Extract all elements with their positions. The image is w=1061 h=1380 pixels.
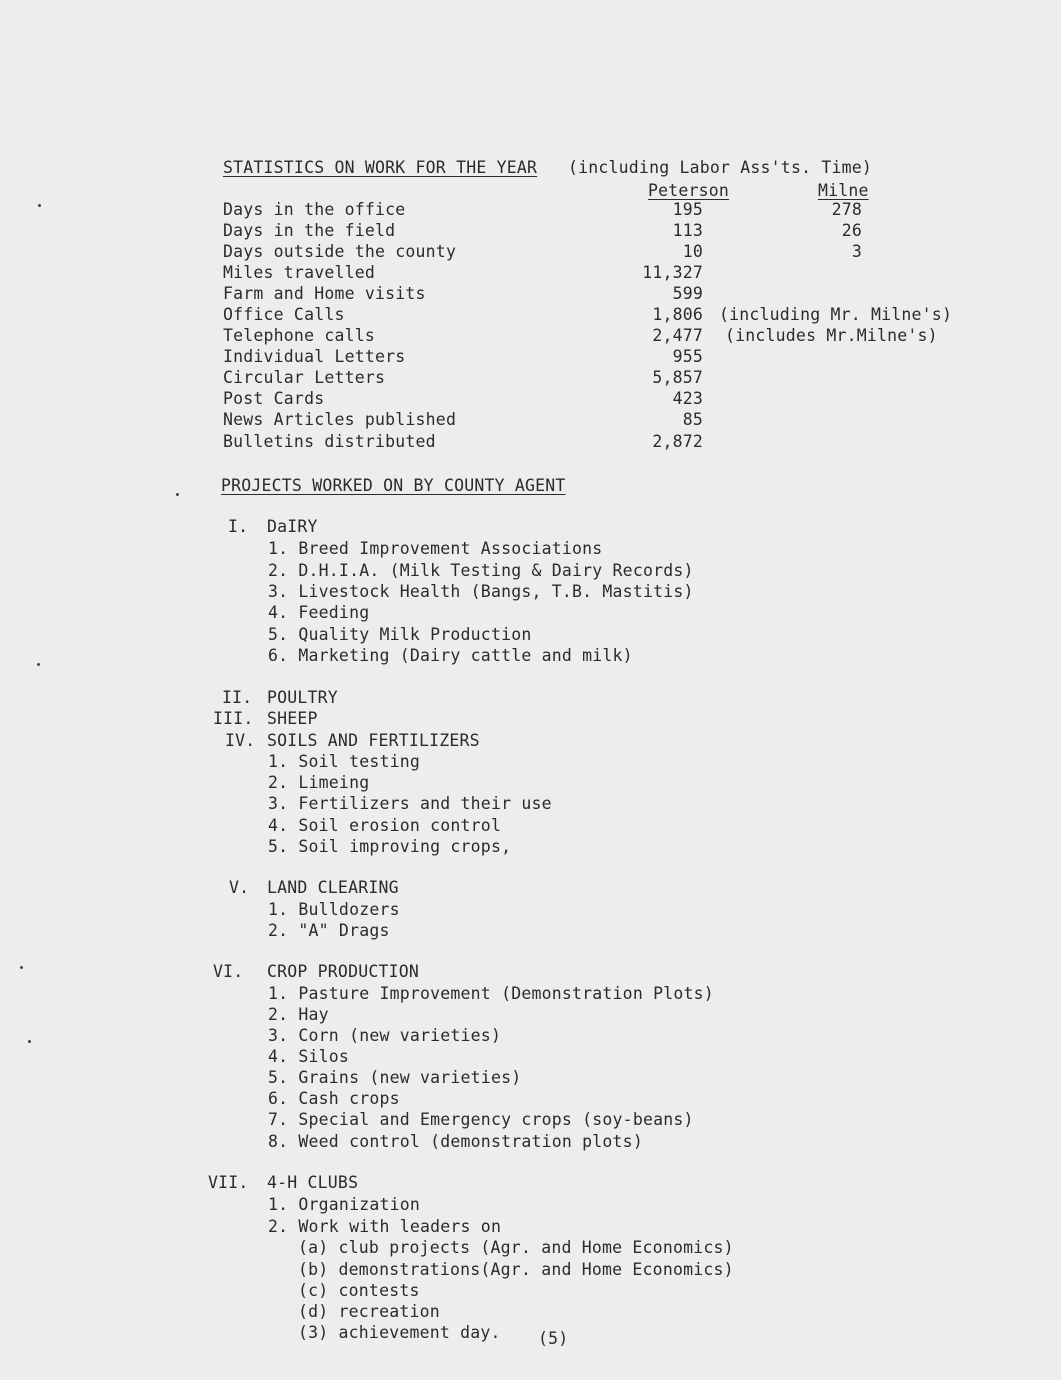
stats-row-label: Office Calls: [223, 305, 345, 324]
stats-row-peterson: 113: [672, 221, 703, 240]
stats-row-peterson: 599: [672, 284, 703, 303]
section-item: 1. Soil testing: [268, 752, 421, 771]
section-item: 1. Pasture Improvement (Demonstration Plots): [268, 984, 714, 1003]
stats-row-note: (including Mr. Milne's): [719, 305, 953, 324]
section-item: 5. Grains (new varieties): [268, 1068, 522, 1087]
section-number: V.: [229, 878, 250, 897]
stats-row-peterson: 11,327: [642, 263, 703, 282]
section-item: 3. Fertilizers and their use: [268, 794, 552, 813]
scan-speck: [28, 1040, 31, 1043]
section-item: 1. Breed Improvement Associations: [268, 539, 603, 558]
stats-row-label: Days outside the county: [223, 242, 457, 261]
stats-row-milne: 278: [831, 200, 862, 219]
section-subitem: (d) recreation: [298, 1302, 440, 1321]
section-item: 2. Work with leaders on: [268, 1217, 502, 1236]
stats-row-milne: 3: [851, 242, 862, 261]
section-number: I.: [228, 517, 249, 536]
stats-row-peterson: 1,806: [652, 305, 703, 324]
section-item: 3. Livestock Health (Bangs, T.B. Mastitis): [268, 582, 694, 601]
col-header-peterson: Peterson: [648, 181, 730, 200]
section-item: 2. Hay: [268, 1005, 329, 1024]
section-number: IV.: [225, 731, 256, 750]
section-item: 4. Silos: [268, 1047, 350, 1066]
page-number: (5): [538, 1329, 569, 1348]
section-item: 5. Soil improving crops,: [268, 837, 512, 856]
section-title: LAND CLEARING: [267, 878, 399, 897]
stats-row-peterson: 955: [672, 347, 703, 366]
stats-row-label: Circular Letters: [223, 368, 386, 387]
stats-row-label: News Articles published: [223, 410, 457, 429]
section-subitem: (b) demonstrations(Agr. and Home Economics): [298, 1260, 734, 1279]
stats-row-label: Post Cards: [223, 389, 325, 408]
scan-speck: [20, 966, 23, 969]
stats-row-peterson: 85: [682, 410, 703, 429]
section-item: 4. Soil erosion control: [268, 816, 502, 835]
stats-row-label: Farm and Home visits: [223, 284, 426, 303]
stats-row-peterson: 2,872: [652, 432, 703, 451]
section-item: 5. Quality Milk Production: [268, 625, 532, 644]
section-item: 6. Cash crops: [268, 1089, 400, 1108]
section-number: VII.: [208, 1173, 249, 1192]
stats-row-label: Individual Letters: [223, 347, 406, 366]
section-item: 3. Corn (new varieties): [268, 1026, 502, 1045]
section-title: SOILS AND FERTILIZERS: [267, 731, 480, 750]
section-item: 2. D.H.I.A. (Milk Testing & Dairy Records): [268, 561, 694, 580]
stats-title-note: (including Labor Ass'ts. Time): [568, 158, 873, 177]
section-item: 1. Organization: [268, 1195, 421, 1214]
stats-row-peterson: 5,857: [652, 368, 703, 387]
stats-row-milne: 26: [841, 221, 862, 240]
section-title: POULTRY: [267, 688, 338, 707]
section-item: 4. Feeding: [268, 603, 370, 622]
col-header-milne: Milne: [818, 181, 869, 200]
section-item: 6. Marketing (Dairy cattle and milk): [268, 646, 633, 665]
section-number: III.: [213, 709, 254, 728]
section-subitem: (a) club projects (Agr. and Home Economics): [298, 1238, 734, 1257]
section-item: 8. Weed control (demonstration plots): [268, 1132, 643, 1151]
scan-speck: [176, 493, 179, 496]
section-item: 2. Limeing: [268, 773, 370, 792]
stats-row-label: Bulletins distributed: [223, 432, 436, 451]
section-subitem: (3) achievement day.: [298, 1323, 501, 1342]
section-title: SHEEP: [267, 709, 318, 728]
stats-row-label: Days in the office: [223, 200, 406, 219]
section-number: II.: [222, 688, 253, 707]
stats-title: STATISTICS ON WORK FOR THE YEAR: [223, 158, 538, 177]
scan-speck: [38, 204, 41, 207]
section-title: CROP PRODUCTION: [267, 962, 420, 981]
stats-row-peterson: 423: [672, 389, 703, 408]
projects-title: PROJECTS WORKED ON BY COUNTY AGENT: [221, 476, 566, 495]
section-item: 2. "A" Drags: [268, 921, 390, 940]
stats-row-peterson: 195: [672, 200, 703, 219]
section-item: 7. Special and Emergency crops (soy-beans): [268, 1110, 694, 1129]
stats-row-note: (includes Mr.Milne's): [725, 326, 938, 345]
section-title: 4-H CLUBS: [267, 1173, 359, 1192]
section-item: 1. Bulldozers: [268, 900, 400, 919]
section-subitem: (c) contests: [298, 1281, 420, 1300]
stats-row-label: Days in the field: [223, 221, 396, 240]
section-title: DaIRY: [267, 517, 318, 536]
stats-row-label: Telephone calls: [223, 326, 376, 345]
section-number: VI.: [213, 962, 244, 981]
stats-row-peterson: 10: [682, 242, 703, 261]
stats-row-peterson: 2,477: [652, 326, 703, 345]
scan-speck: [37, 663, 40, 666]
stats-row-label: Miles travelled: [223, 263, 376, 282]
